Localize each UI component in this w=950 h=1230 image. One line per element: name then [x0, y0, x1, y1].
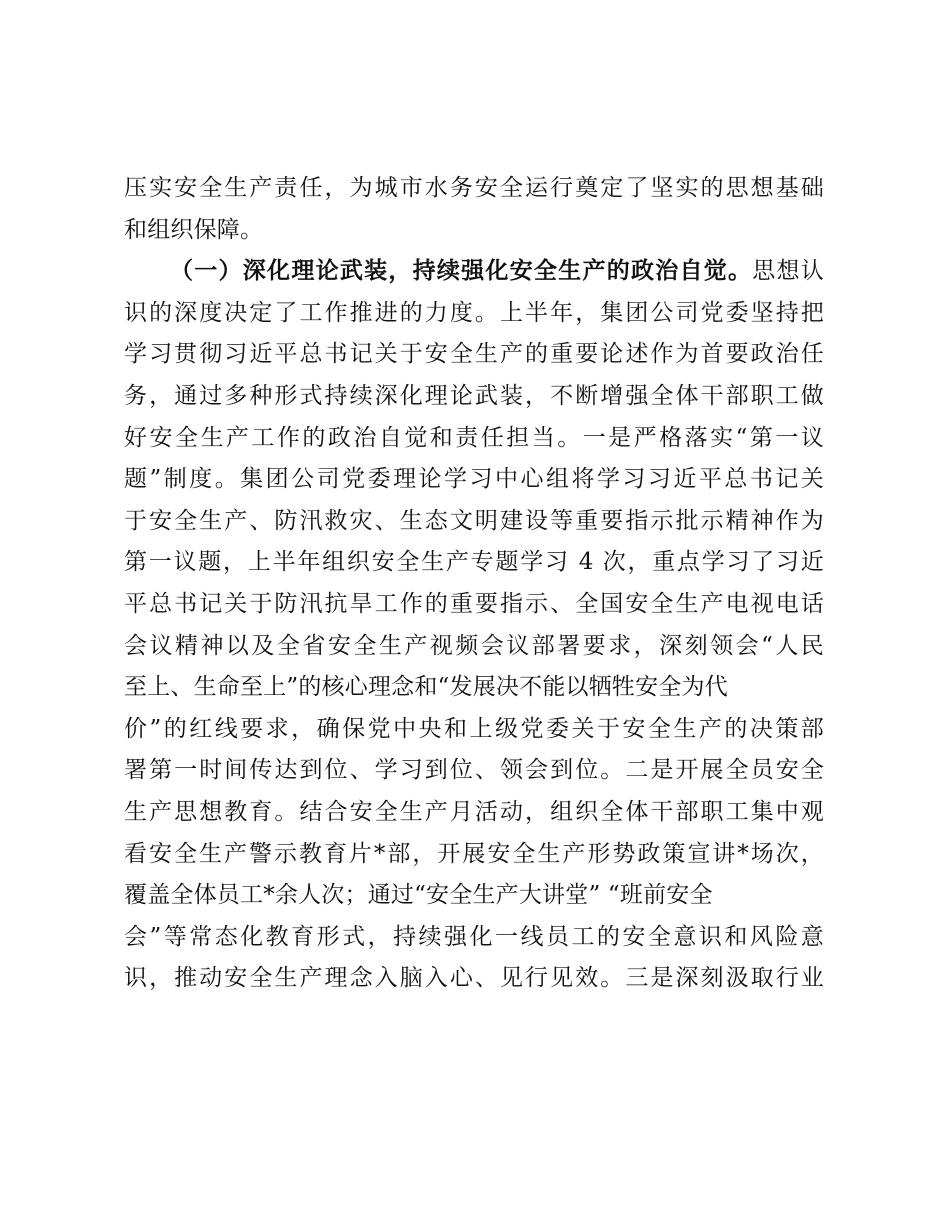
paragraph-line: 覆盖全体员工*余人次；通过“安全生产大讲堂” “班前安全 [124, 882, 713, 909]
paragraph-line: 会议精神以及全省安全生产视频会议部署要求，深刻领会“人民 [124, 632, 824, 659]
paragraph-line: 会”等常态化教育形式，持续强化一线员工的安全意识和风险意 [124, 923, 824, 950]
paragraph-line: 价”的红线要求，确保党中央和上级党委关于安全生产的决策部 [124, 715, 824, 742]
section-number: （一） [170, 258, 243, 285]
paragraph-line: 署第一时间传达到位、学习到位、领会到位。二是开展全员安全 [124, 757, 824, 784]
paragraph-line: 平总书记关于防汛抗旱工作的重要指示、全国安全生产电视电话 [124, 590, 824, 617]
paragraph-line: 看安全生产警示教育片*部，开展安全生产形势政策宣讲*场次， [124, 840, 824, 867]
paragraph-line: 识的深度决定了工作推进的力度。上半年，集团公司党委坚持把 [124, 299, 824, 326]
section-heading-line [124, 251, 824, 293]
paragraph-line: 和组织保障。 [124, 216, 264, 243]
paragraph-line: 好安全生产工作的政治自觉和责任担当。一是严格落实“第一议 [124, 424, 824, 451]
paragraph-text: 思想认 [752, 258, 825, 285]
section-heading: 深化理论武装，持续强化安全生产的政治自觉。 [242, 258, 753, 285]
paragraph-line: 识，推动安全生产理念入脑入心、见行见效。三是深刻汲取行业 [124, 965, 824, 992]
paragraph-line: 第一议题，上半年组织安全生产专题学习 4 次，重点学习了习近 [124, 549, 824, 576]
paragraph-line: 压实安全生产责任，为城市水务安全运行奠定了坚实的思想基础 [124, 175, 824, 201]
body-text [124, 168, 824, 1000]
paragraph-line: 务，通过多种形式持续深化理论武装，不断增强全体干部职工做 [124, 382, 824, 409]
paragraph-line: 至上、生命至上”的核心理念和“发展决不能以牺牲安全为代 [124, 674, 728, 701]
paragraph-line: 于安全生产、防汛救灾、生态文明建设等重要指示批示精神作为 [124, 507, 824, 534]
paragraph-line: 学习贯彻习近平总书记关于安全生产的重要论述作为首要政治任 [124, 341, 824, 368]
paragraph-line: 生产思想教育。结合安全生产月活动，组织全体干部职工集中观 [124, 798, 824, 825]
paragraph-line: 题”制度。集团公司党委理论学习中心组将学习习近平总书记关 [124, 466, 824, 493]
